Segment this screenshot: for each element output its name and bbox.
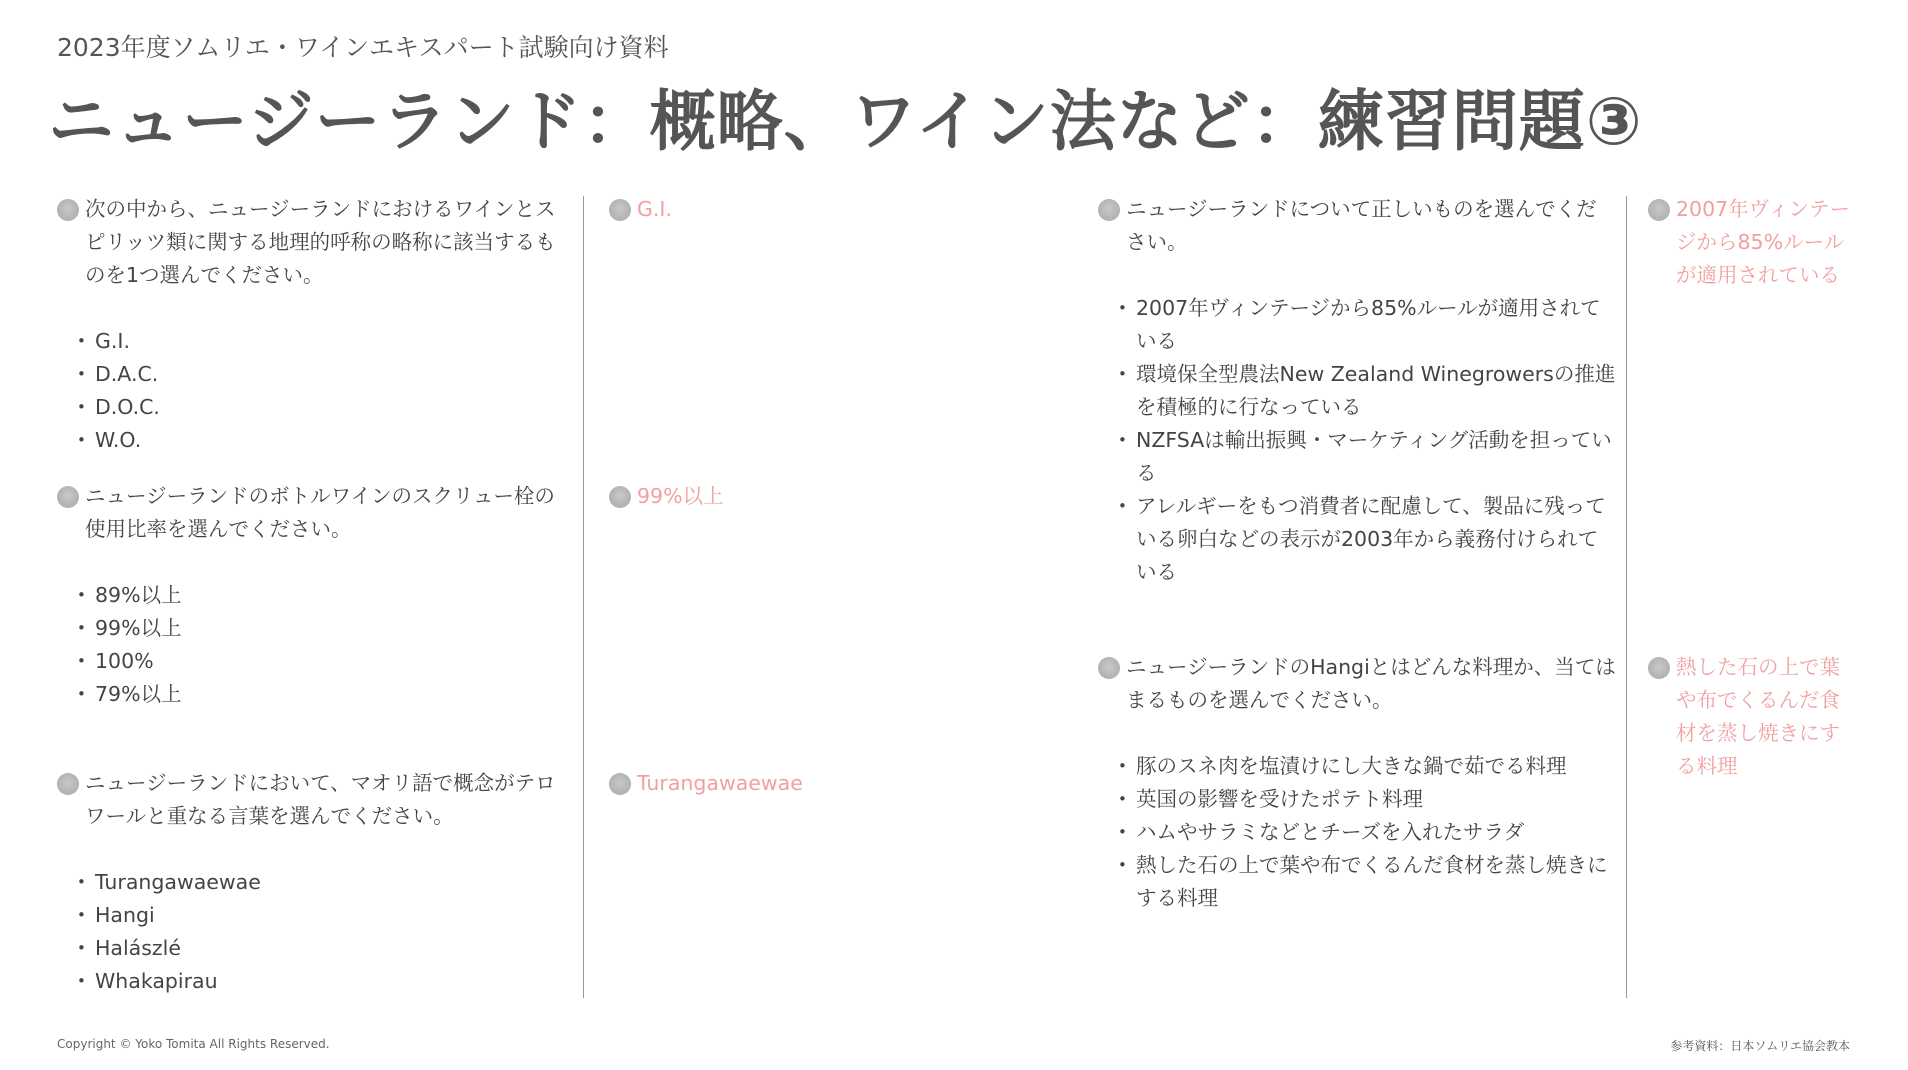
answer-3 — [609, 767, 949, 800]
answer-3-text: Turangawaewae — [637, 771, 803, 795]
question-2-text-wrap — [57, 480, 575, 546]
option-item: • 英国の影響を受けたポテト料理 — [1118, 783, 1616, 816]
question-4-options — [1098, 292, 1616, 589]
question-bullet-icon — [57, 486, 79, 508]
column-divider-right — [1626, 196, 1627, 998]
option-item: • 熱した石の上で葉や布でくるんだ食材を蒸し焼きにする料理 — [1118, 849, 1616, 915]
answer-2 — [609, 480, 949, 513]
question-5-text: ニュージーランドのHangiとはどんな料理か、当てはまるものを選んでください。 — [1126, 655, 1616, 712]
option-item: • 豚のスネ肉を塩漬けにし大きな鍋で茹でる料理 — [1118, 750, 1616, 783]
answer-4 — [1648, 193, 1858, 292]
question-2 — [57, 480, 575, 711]
copyright-text: Copyright © Yoko Tomita All Rights Reserved. — [57, 1037, 330, 1051]
option-item: • 79%以上 — [77, 678, 575, 711]
question-1-options — [57, 325, 575, 457]
option-item: • W.O. — [77, 424, 575, 457]
answer-bullet-icon — [1648, 199, 1670, 221]
question-4 — [1098, 193, 1616, 589]
option-item: • Halászlé — [77, 932, 575, 965]
answer-5 — [1648, 651, 1858, 783]
question-1-text-wrap — [57, 193, 575, 292]
answer-2-text: 99%以上 — [637, 484, 724, 508]
source-note: 参考資料：日本ソムリエ協会教本 — [1670, 1039, 1850, 1053]
option-item: • Turangawaewae — [77, 866, 575, 899]
question-3-options — [57, 866, 575, 998]
answer-bullet-icon — [1648, 657, 1670, 679]
question-3-text-wrap — [57, 767, 575, 833]
question-5-text-wrap — [1098, 651, 1616, 717]
question-5-options — [1098, 750, 1616, 915]
option-item: • 89%以上 — [77, 579, 575, 612]
question-3 — [57, 767, 575, 998]
option-item: • G.I. — [77, 325, 575, 358]
answer-bullet-icon — [609, 486, 631, 508]
question-1 — [57, 193, 575, 457]
answer-1-text: G.I. — [637, 197, 672, 221]
page-title: ニュージーランド：概略、ワイン法など：練習問題③ — [48, 83, 1643, 160]
option-item: • 2007年ヴィンテージから85%ルールが適用されている — [1118, 292, 1616, 358]
answer-bullet-icon — [609, 199, 631, 221]
question-bullet-icon — [57, 199, 79, 221]
subtitle: 2023年度ソムリエ・ワインエキスパート試験向け資料 — [57, 33, 669, 62]
answer-4-text: 2007年ヴィンテージから85%ルールが適用されている — [1676, 197, 1850, 287]
answer-1 — [609, 193, 949, 226]
question-bullet-icon — [57, 773, 79, 795]
option-item: • 環境保全型農法New Zealand Winegrowersの推進を積極的に行なっている — [1118, 358, 1616, 424]
question-4-text: ニュージーランドについて正しいものを選んでください。 — [1126, 197, 1597, 254]
column-divider-left — [583, 196, 584, 998]
option-item: • アレルギーをもつ消費者に配慮して、製品に残っている卵白などの表示が2003年から義務付けられている — [1118, 490, 1616, 589]
option-item: • D.A.C. — [77, 358, 575, 391]
option-item: • 99%以上 — [77, 612, 575, 645]
question-4-text-wrap — [1098, 193, 1616, 259]
answer-bullet-icon — [609, 773, 631, 795]
option-item: • D.O.C. — [77, 391, 575, 424]
option-item: • 100% — [77, 645, 575, 678]
option-item: • NZFSAは輸出振興・マーケティング活動を担っている — [1118, 424, 1616, 490]
option-item: • Hangi — [77, 899, 575, 932]
question-3-text: ニュージーランドにおいて、マオリ語で概念がテロワールと重なる言葉を選んでください。 — [85, 771, 556, 828]
question-1-text: 次の中から、ニュージーランドにおけるワインとスピリッツ類に関する地理的呼称の略称に該当するものを1つ選んでください。 — [85, 197, 556, 287]
question-bullet-icon — [1098, 199, 1120, 221]
option-item: • ハムやサラミなどとチーズを入れたサラダ — [1118, 816, 1616, 849]
question-bullet-icon — [1098, 657, 1120, 679]
answer-5-text: 熱した石の上で葉や布でくるんだ食材を蒸し焼きにする料理 — [1676, 655, 1840, 778]
option-item: • Whakapirau — [77, 965, 575, 998]
question-5 — [1098, 651, 1616, 915]
question-2-text: ニュージーランドのボトルワインのスクリュー栓の使用比率を選んでください。 — [85, 484, 555, 541]
question-2-options — [57, 579, 575, 711]
